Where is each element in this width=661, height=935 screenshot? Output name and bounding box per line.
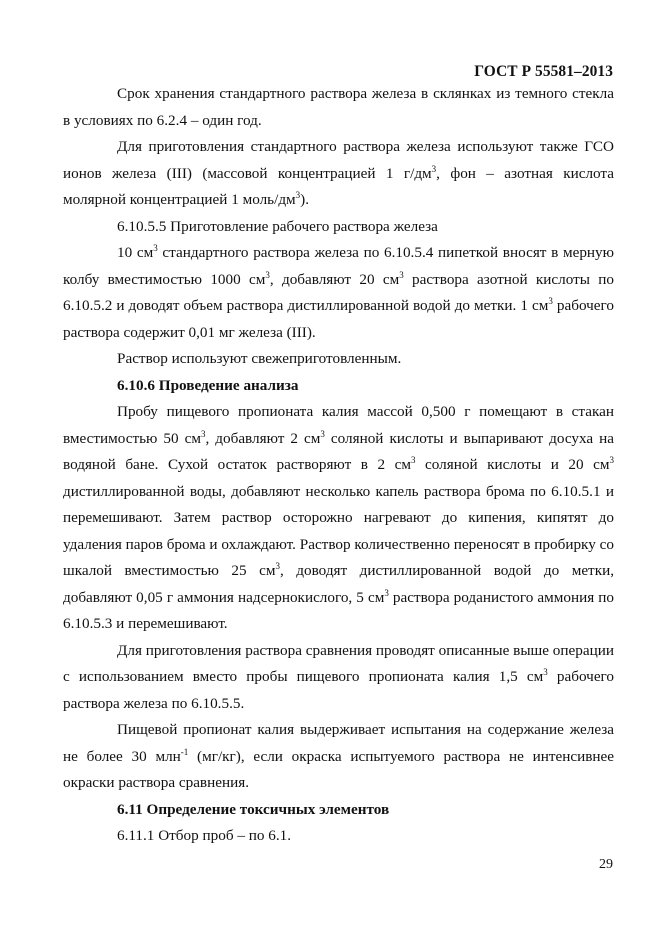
- superscript: 3: [609, 455, 614, 465]
- document-body: [63, 81, 614, 850]
- text-segment: 10 см: [117, 244, 154, 261]
- text-segment: стандартного раствора железа по 6.10.5.4 пипеткой вносят в мерную колбу вместимостью 1000 см: [63, 244, 614, 288]
- text-segment: ).: [300, 191, 310, 208]
- page-number: 29: [599, 857, 613, 872]
- text-segment: Для приготовления раствора сравнения проводят описанные выше операции с использованием вместо пробы пищевого пропионата калия 1,5 см: [63, 641, 614, 685]
- paragraph-fresh: Раствор используют свежеприготовленным.: [117, 350, 402, 367]
- superscript: 3: [384, 587, 389, 598]
- paragraph-comparison: [63, 638, 614, 718]
- text-segment: , добавляют 20 см: [269, 270, 400, 288]
- superscript: -1: [180, 746, 189, 757]
- document-header: ГОСТ Р 55581–2013: [474, 63, 613, 80]
- paragraph-working-solution: [63, 240, 614, 346]
- paragraph-limit: [63, 717, 614, 797]
- text-segment: Пробу пищевого пропионата калия массой 0,500 г помещают в стакан вместимостью 50 см: [63, 403, 614, 447]
- text-segment: рабочего раствора железа по 6.10.5.5.: [63, 668, 615, 712]
- text-segment: , добавляют 2 см: [205, 429, 321, 447]
- superscript: 3: [200, 428, 206, 439]
- superscript: 3: [431, 163, 437, 174]
- text-segment: , фон – азотная кислота молярной концентрацией 1 моль/дм: [63, 164, 614, 208]
- section-heading-6-11: 6.11 Определение токсичных элементов: [117, 800, 390, 818]
- text-segment: Для приготовления стандартного раствора железа используют также ГСО ионов железа (III) (массовой концентрацией 1 г/дм: [63, 138, 614, 182]
- superscript: 3: [295, 190, 301, 200]
- superscript: 3: [410, 455, 416, 465]
- subsection-6-10-5-5: 6.10.5.5 Приготовление рабочего раствора железа: [117, 217, 438, 235]
- superscript: 3: [320, 428, 325, 439]
- superscript: 3: [399, 269, 404, 280]
- text-segment: рабочего раствора содержит 0,01 мг железа (III).: [63, 297, 614, 341]
- text-segment: соляной кислоты и 20 см: [415, 456, 610, 473]
- paragraph-sampling: 6.11.1 Отбор проб – по 6.1.: [117, 827, 292, 844]
- paragraph-analysis: [63, 399, 614, 638]
- text-segment: (мг/кг), если окраска испытуемого раствора не интенсивнее окраски раствора сравнения.: [63, 747, 614, 791]
- text-segment: соляной кислоты и выпаривают досуха на водяной бане. Сухой остаток растворяют в 2 см: [63, 429, 614, 473]
- text-segment: дистиллированной воды, добавляют несколько капель раствора брома по 6.10.5.1 и перемешивают. Затем раствор осторожно нагревают до кипения, кипятят до удаления паров брома и охлаждают. Раствор количественно переносят в пробирку со шкалой вместимостью 25 см: [63, 482, 614, 579]
- text-segment: раствора роданистого аммония по 6.10.5.3 и перемешивают.: [63, 588, 614, 632]
- superscript: 3: [275, 561, 280, 571]
- paragraph-storage: Срок хранения стандартного раствора железа в склянках из темного стекла в условиях по 6.2.4 – один год.: [63, 85, 614, 129]
- paragraph-gso: [63, 134, 614, 214]
- text-segment: , доводят дистиллированной водой до метки, добавляют 0,05 г аммония надсернокислого, 5 см: [63, 562, 614, 606]
- superscript: 3: [543, 667, 548, 677]
- section-heading-6-10-6: 6.10.6 Проведение анализа: [117, 376, 299, 394]
- superscript: 3: [548, 296, 553, 306]
- text-segment: раствора азотной кислоты по 6.10.5.2 и доводят объем раствора дистиллированной водой до метки. 1 см: [63, 270, 614, 314]
- superscript: 3: [265, 269, 270, 280]
- superscript: 3: [153, 243, 158, 253]
- text-segment: Пищевой пропионат калия выдерживает испытания на содержание железа не более 30 млн: [63, 721, 614, 765]
